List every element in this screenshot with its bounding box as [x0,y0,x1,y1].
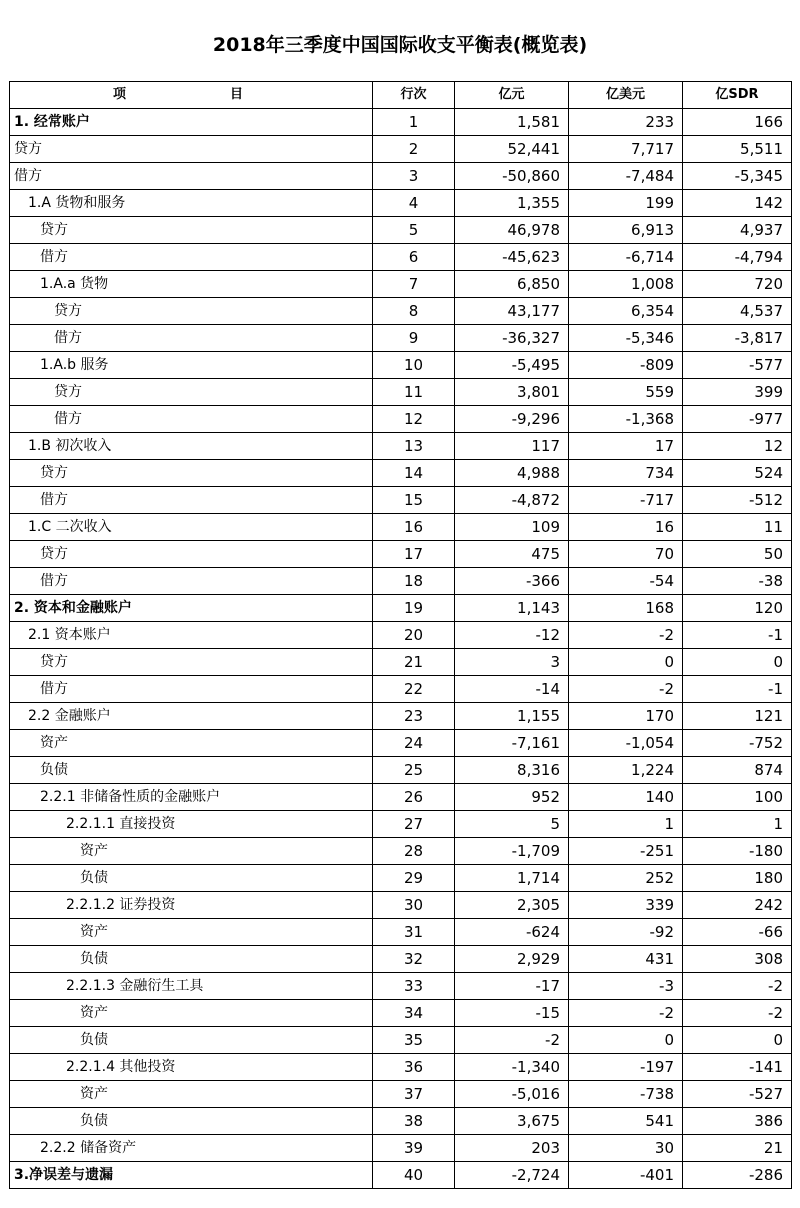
value-yuan: -36,327 [455,325,569,352]
row-number: 8 [373,298,455,325]
row-number: 31 [373,919,455,946]
value-usd: 559 [569,379,683,406]
value-yuan: 1,355 [455,190,569,217]
table-row [10,757,792,784]
value-usd: -738 [569,1081,683,1108]
row-number: 2 [373,136,455,163]
row-label: 借方 [10,406,373,433]
row-label: 负债 [10,1108,373,1135]
value-usd: 1 [569,811,683,838]
value-sdr: 242 [683,892,792,919]
table-row [10,622,792,649]
value-sdr: 5,511 [683,136,792,163]
table-row [10,838,792,865]
value-usd: -7,484 [569,163,683,190]
row-label: 2.2.1.4 其他投资 [10,1054,373,1081]
value-sdr: 21 [683,1135,792,1162]
value-usd: 70 [569,541,683,568]
table-row [10,946,792,973]
table-row [10,865,792,892]
row-label: 1.A.b 服务 [10,352,373,379]
value-sdr: -752 [683,730,792,757]
value-yuan: -1,709 [455,838,569,865]
row-number: 35 [373,1027,455,1054]
table-row [10,568,792,595]
value-usd: -6,714 [569,244,683,271]
row-number: 33 [373,973,455,1000]
value-yuan: -17 [455,973,569,1000]
value-usd: 6,913 [569,217,683,244]
table-row [10,892,792,919]
value-sdr: 12 [683,433,792,460]
row-number: 13 [373,433,455,460]
row-label: 1.A.a 货物 [10,271,373,298]
row-number: 30 [373,892,455,919]
row-number: 16 [373,514,455,541]
table-row [10,1162,792,1189]
value-sdr: -1 [683,622,792,649]
table-row [10,217,792,244]
row-number: 1 [373,109,455,136]
value-usd: 17 [569,433,683,460]
row-number: 32 [373,946,455,973]
value-usd: -717 [569,487,683,514]
value-usd: -5,346 [569,325,683,352]
value-usd: -1,368 [569,406,683,433]
balance-of-payments-table [9,81,792,1189]
row-number: 18 [373,568,455,595]
row-label: 资产 [10,730,373,757]
value-sdr: -527 [683,1081,792,1108]
value-usd: -1,054 [569,730,683,757]
value-sdr: 308 [683,946,792,973]
table-row [10,379,792,406]
header-usd: 亿美元 [569,82,683,109]
value-sdr: -512 [683,487,792,514]
value-yuan: 475 [455,541,569,568]
value-sdr: -66 [683,919,792,946]
value-yuan: -2,724 [455,1162,569,1189]
value-sdr: -1 [683,676,792,703]
value-usd: 199 [569,190,683,217]
row-label: 1.B 初次收入 [10,433,373,460]
value-sdr: -3,817 [683,325,792,352]
row-number: 26 [373,784,455,811]
row-label: 2.1 资本账户 [10,622,373,649]
value-usd: -2 [569,1000,683,1027]
row-number: 4 [373,190,455,217]
table-row [10,973,792,1000]
row-number: 14 [373,460,455,487]
value-sdr: -286 [683,1162,792,1189]
value-usd: -251 [569,838,683,865]
value-yuan: -12 [455,622,569,649]
value-sdr: -2 [683,1000,792,1027]
header-sdr: 亿SDR [683,82,792,109]
row-number: 23 [373,703,455,730]
table-row [10,730,792,757]
row-label: 2. 资本和金融账户 [10,595,373,622]
row-label: 负债 [10,1027,373,1054]
row-label: 1.C 二次收入 [10,514,373,541]
row-label: 贷方 [10,298,373,325]
value-yuan: 3 [455,649,569,676]
table-row [10,1081,792,1108]
value-usd: 233 [569,109,683,136]
row-label: 资产 [10,1000,373,1027]
value-sdr: 874 [683,757,792,784]
value-yuan: -4,872 [455,487,569,514]
value-yuan: -50,860 [455,163,569,190]
table-row [10,514,792,541]
value-sdr: 524 [683,460,792,487]
table-row [10,136,792,163]
header-yuan: 亿元 [455,82,569,109]
value-usd: 30 [569,1135,683,1162]
header-item: 项 目 [10,82,373,109]
value-yuan: -14 [455,676,569,703]
row-label: 资产 [10,919,373,946]
table-row [10,433,792,460]
value-sdr: 142 [683,190,792,217]
row-number: 19 [373,595,455,622]
table-row [10,919,792,946]
row-number: 37 [373,1081,455,1108]
value-sdr: 386 [683,1108,792,1135]
row-number: 24 [373,730,455,757]
table-row [10,541,792,568]
row-number: 40 [373,1162,455,1189]
row-number: 17 [373,541,455,568]
value-yuan: 1,155 [455,703,569,730]
value-yuan: 4,988 [455,460,569,487]
value-sdr: 4,937 [683,217,792,244]
value-yuan: 2,305 [455,892,569,919]
table-row [10,1027,792,1054]
value-yuan: -5,495 [455,352,569,379]
value-yuan: 1,714 [455,865,569,892]
value-sdr: 0 [683,649,792,676]
value-yuan: 8,316 [455,757,569,784]
table-row [10,406,792,433]
value-sdr: 11 [683,514,792,541]
value-yuan: 43,177 [455,298,569,325]
table-row [10,1000,792,1027]
value-yuan: 1,143 [455,595,569,622]
value-usd: 0 [569,649,683,676]
row-label: 1.A 货物和服务 [10,190,373,217]
row-number: 28 [373,838,455,865]
value-usd: 6,354 [569,298,683,325]
row-number: 15 [373,487,455,514]
row-label: 1. 经常账户 [10,109,373,136]
value-yuan: 1,581 [455,109,569,136]
value-usd: -809 [569,352,683,379]
row-number: 29 [373,865,455,892]
row-number: 20 [373,622,455,649]
table-row [10,676,792,703]
value-usd: 0 [569,1027,683,1054]
value-yuan: 3,675 [455,1108,569,1135]
table-row [10,460,792,487]
value-yuan: -5,016 [455,1081,569,1108]
row-label: 2.2.1.1 直接投资 [10,811,373,838]
value-sdr: 1 [683,811,792,838]
table-row [10,784,792,811]
value-yuan: -1,340 [455,1054,569,1081]
header-row [10,82,792,109]
row-label: 2.2 金融账户 [10,703,373,730]
value-usd: -54 [569,568,683,595]
row-label: 贷方 [10,649,373,676]
value-yuan: 6,850 [455,271,569,298]
value-sdr: 720 [683,271,792,298]
value-sdr: -38 [683,568,792,595]
table-row [10,352,792,379]
row-label: 2.2.1 非储备性质的金融账户 [10,784,373,811]
table-row [10,1135,792,1162]
value-usd: 734 [569,460,683,487]
table-row [10,109,792,136]
table-row [10,190,792,217]
row-number: 3 [373,163,455,190]
row-label: 3.净误差与遗漏 [10,1162,373,1189]
row-number: 36 [373,1054,455,1081]
row-label: 借方 [10,325,373,352]
row-number: 27 [373,811,455,838]
value-sdr: -577 [683,352,792,379]
value-usd: -92 [569,919,683,946]
value-usd: -197 [569,1054,683,1081]
row-number: 21 [373,649,455,676]
value-yuan: -366 [455,568,569,595]
table-body [10,109,792,1189]
row-label: 借方 [10,568,373,595]
value-yuan: 5 [455,811,569,838]
value-sdr: 0 [683,1027,792,1054]
value-sdr: 50 [683,541,792,568]
row-number: 6 [373,244,455,271]
value-usd: 7,717 [569,136,683,163]
table-row [10,1108,792,1135]
table-row [10,163,792,190]
row-number: 22 [373,676,455,703]
value-usd: 170 [569,703,683,730]
row-label: 贷方 [10,460,373,487]
row-number: 9 [373,325,455,352]
table-row [10,487,792,514]
row-number: 25 [373,757,455,784]
row-number: 11 [373,379,455,406]
row-number: 39 [373,1135,455,1162]
value-sdr: -977 [683,406,792,433]
row-label: 借方 [10,676,373,703]
value-yuan: 3,801 [455,379,569,406]
value-sdr: 180 [683,865,792,892]
value-usd: 1,008 [569,271,683,298]
value-yuan: 109 [455,514,569,541]
value-yuan: -15 [455,1000,569,1027]
table-row [10,703,792,730]
value-yuan: -7,161 [455,730,569,757]
row-label: 借方 [10,487,373,514]
row-label: 资产 [10,838,373,865]
row-label: 负债 [10,757,373,784]
value-sdr: 166 [683,109,792,136]
value-sdr: 4,537 [683,298,792,325]
value-sdr: 120 [683,595,792,622]
row-label: 借方 [10,244,373,271]
value-usd: 168 [569,595,683,622]
value-yuan: -624 [455,919,569,946]
row-label: 2.2.1.2 证券投资 [10,892,373,919]
value-yuan: 52,441 [455,136,569,163]
value-yuan: 46,978 [455,217,569,244]
value-usd: -401 [569,1162,683,1189]
row-number: 34 [373,1000,455,1027]
table-row [10,811,792,838]
table-row [10,649,792,676]
value-yuan: -2 [455,1027,569,1054]
row-number: 38 [373,1108,455,1135]
row-label: 贷方 [10,136,373,163]
value-usd: -2 [569,622,683,649]
value-usd: 140 [569,784,683,811]
value-usd: 431 [569,946,683,973]
row-label: 2.2.1.3 金融衍生工具 [10,973,373,1000]
row-number: 10 [373,352,455,379]
row-label: 贷方 [10,541,373,568]
value-yuan: 952 [455,784,569,811]
table-row [10,1054,792,1081]
table-row [10,325,792,352]
value-sdr: 100 [683,784,792,811]
row-label: 2.2.2 储备资产 [10,1135,373,1162]
row-number: 7 [373,271,455,298]
page-title: 2018年三季度中国国际收支平衡表(概览表) [212,34,588,56]
row-label: 负债 [10,946,373,973]
value-sdr: -5,345 [683,163,792,190]
value-usd: 16 [569,514,683,541]
value-sdr: 399 [683,379,792,406]
row-number: 12 [373,406,455,433]
table-row [10,298,792,325]
value-usd: 339 [569,892,683,919]
value-sdr: -141 [683,1054,792,1081]
row-label: 贷方 [10,217,373,244]
value-usd: -2 [569,676,683,703]
value-usd: 1,224 [569,757,683,784]
value-yuan: -45,623 [455,244,569,271]
row-number: 5 [373,217,455,244]
value-usd: 252 [569,865,683,892]
header-row-number: 行次 [373,82,455,109]
row-label: 贷方 [10,379,373,406]
value-yuan: -9,296 [455,406,569,433]
table-row [10,244,792,271]
table-row [10,595,792,622]
value-yuan: 203 [455,1135,569,1162]
value-usd: -3 [569,973,683,1000]
value-sdr: -180 [683,838,792,865]
value-sdr: 121 [683,703,792,730]
table-row [10,271,792,298]
value-yuan: 117 [455,433,569,460]
value-sdr: -2 [683,973,792,1000]
row-label: 资产 [10,1081,373,1108]
value-sdr: -4,794 [683,244,792,271]
value-usd: 541 [569,1108,683,1135]
value-yuan: 2,929 [455,946,569,973]
row-label: 负债 [10,865,373,892]
row-label: 借方 [10,163,373,190]
